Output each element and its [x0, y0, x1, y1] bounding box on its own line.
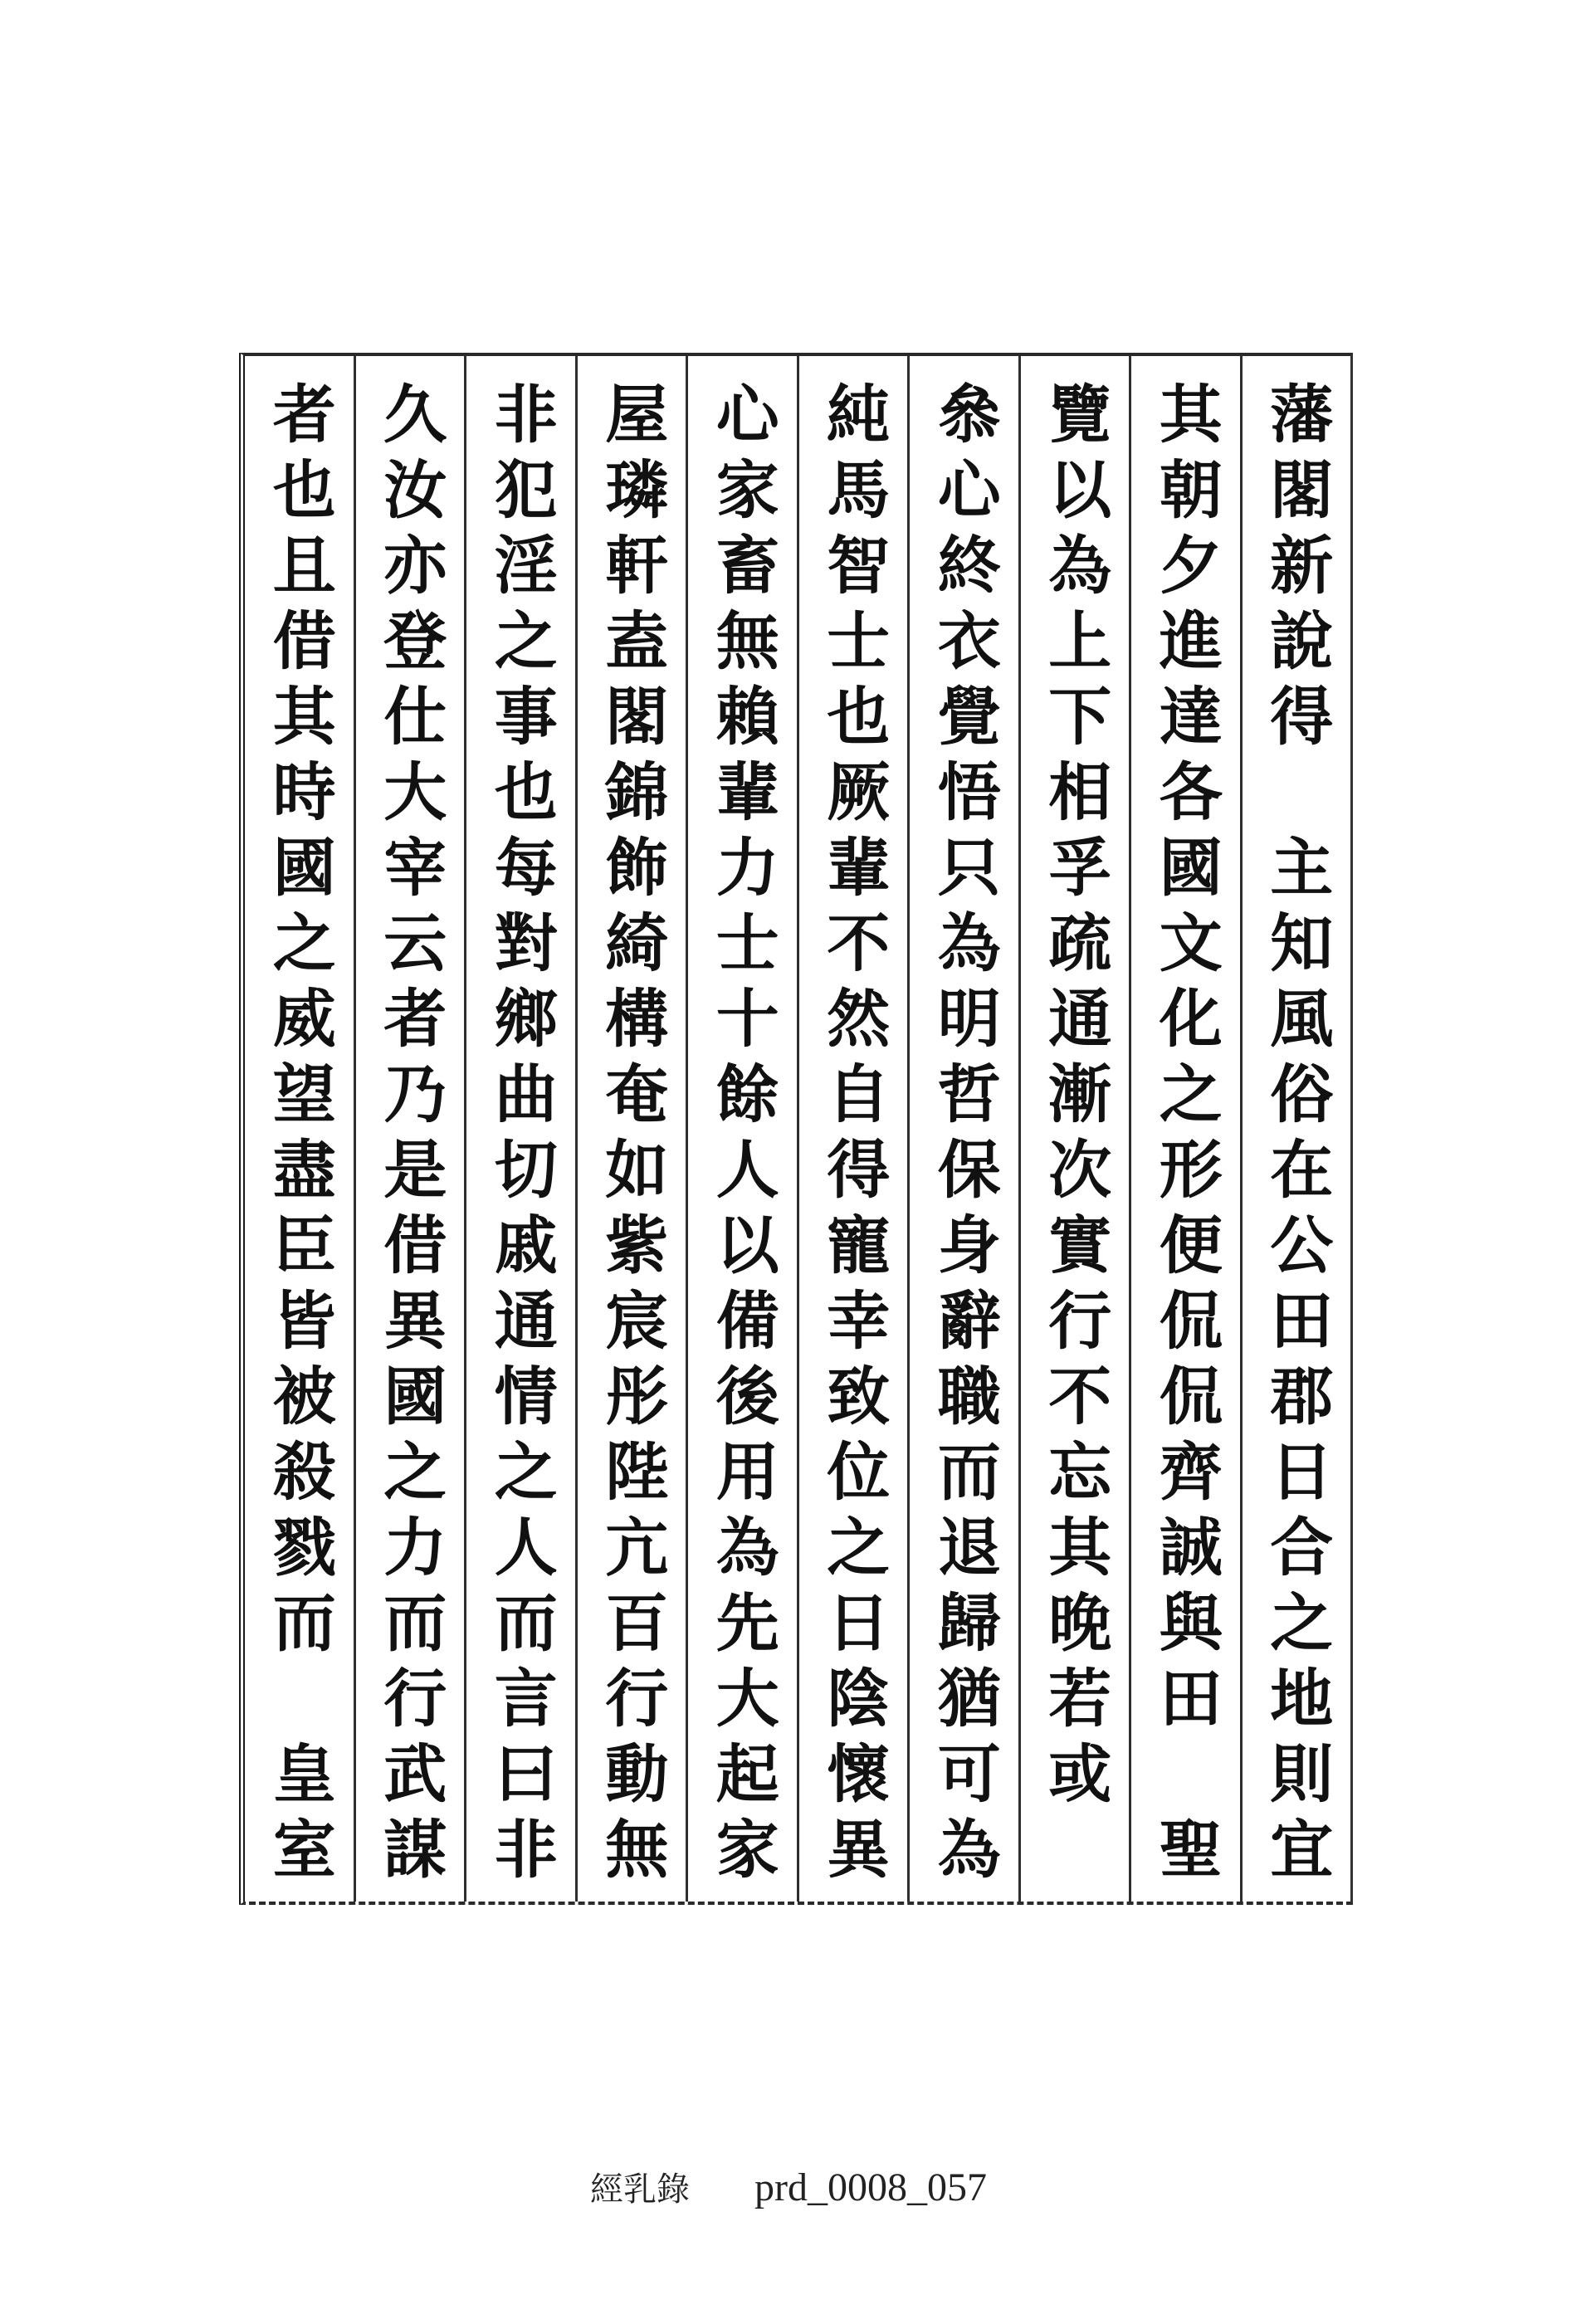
- column-text-5: 純馬智士也厥輩不然自得寵幸致位之日陰懷異: [816, 381, 891, 1892]
- text-column-9: [354, 356, 465, 1902]
- footer-title: 經乳錄: [590, 2170, 690, 2209]
- column-text-1: 藩閣新說得 主知風俗在公田郡日合之地則宜: [1259, 381, 1334, 1892]
- text-column-4: [907, 356, 1018, 1902]
- column-text-6: 心家畜無賴輩力士十餘人以備後用為先大起家: [706, 381, 780, 1892]
- manuscript-text-block: [239, 353, 1353, 1905]
- column-text-3: 覽以為上下相孚疏通漸次實行不忘其晚若或: [1038, 381, 1112, 1816]
- column-text-4: 叅心終衣覺悟只為明哲保身辭職而退歸猶可為: [927, 381, 1002, 1892]
- text-column-10: [245, 356, 354, 1902]
- text-column-8: [464, 356, 575, 1902]
- column-text-8: 非犯淫之事也每對鄉曲切戚通情之人而言曰非: [484, 381, 559, 1892]
- text-column-7: [575, 356, 686, 1902]
- text-column-5: [797, 356, 908, 1902]
- column-text-2: 其朝夕進達各國文化之形便侃侃齊誠與田 聖: [1149, 381, 1223, 1892]
- column-text-9: 久汝亦登仕大宰云者乃是借異國之力而行武謀: [373, 381, 447, 1892]
- text-column-6: [686, 356, 797, 1902]
- text-column-2: [1129, 356, 1240, 1902]
- column-text-7: 屋璘軒盍閣錦飾綺構奄如紫宸彤陛亢百行動無: [594, 381, 669, 1892]
- page-footer: [590, 2165, 987, 2209]
- text-column-3: [1018, 356, 1130, 1902]
- footer-page-id: prd_0008_057: [754, 2165, 987, 2209]
- column-text-10: 者也且借其時國之威望盡臣皆被殺戮而 皇室: [262, 381, 337, 1892]
- text-column-1: [1240, 356, 1351, 1902]
